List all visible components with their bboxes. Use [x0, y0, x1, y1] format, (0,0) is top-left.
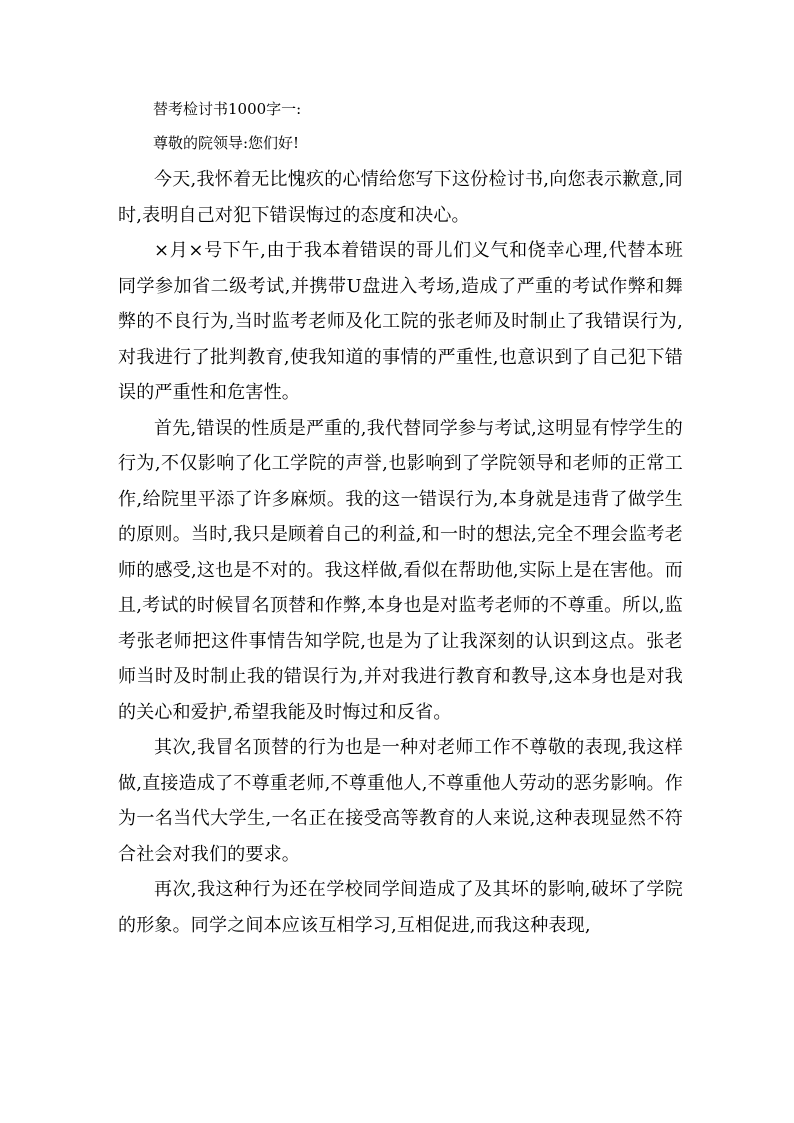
document-body — [118, 92, 683, 943]
paragraph-1: 今天,我怀着无比愧疚的心情给您写下这份检讨书,向您表示歉意,同时,表明自己对犯下错误悔过的态度和决心。 — [118, 169, 683, 226]
paragraph-2: ×月×号下午,由于我本着错误的哥儿们义气和侥幸心理,代替本班同学参加省二级考试,并携带U盘进入考场,造成了严重的考试作弊和舞弊的不良行为,当时监考老师及化工院的张老师及时制止了我错误行为,对我进行了批判教育,使我知道的事情的严重性,也意识到了自己犯下错误的严重性和危害性。 — [118, 240, 683, 403]
paragraph-4: 其次,我冒名顶替的行为也是一种对老师工作不尊敬的表现,我这样做,直接造成了不尊重老师,不尊重他人,不尊重他人劳动的恶劣影响。作为一名当代大学生,一名正在接受高等教育的人来说,这种表现显然不符合社会对我们的要求。 — [118, 737, 683, 865]
paragraph-5: 再次,我这种行为还在学校同学间造成了及其坏的影响,破坏了学院的形象。同学之间本应该互相学习,互相促进,而我这种表现, — [118, 879, 683, 936]
paragraph-3: 首先,错误的性质是严重的,我代替同学参与考试,这明显有悖学生的行为,不仅影响了化工学院的声誉,也影响到了学院领导和老师的正常工作,给院里平添了许多麻烦。我的这一错误行为,本身就是违背了做学生的原则。当时,我只是顾着自己的利益,和一时的想法,完全不理会监考老师的感受,这也是不对的。我这样做,看似在帮助他,实际上是在害他。而且,考试的时候冒名顶替和作弊,本身也是对监考老师的不尊重。所以,监考张老师把这件事情告知学院,也是为了让我深刻的认识到这点。张老师当时及时制止我的错误行为,并对我进行教育和教导,这本身也是对我的关心和爱护,希望我能及时悔过和反省。 — [118, 417, 683, 723]
document-title-line: 替考检讨书1000字一: — [153, 100, 302, 118]
salutation: 尊敬的院领导:您们好! — [153, 134, 300, 152]
